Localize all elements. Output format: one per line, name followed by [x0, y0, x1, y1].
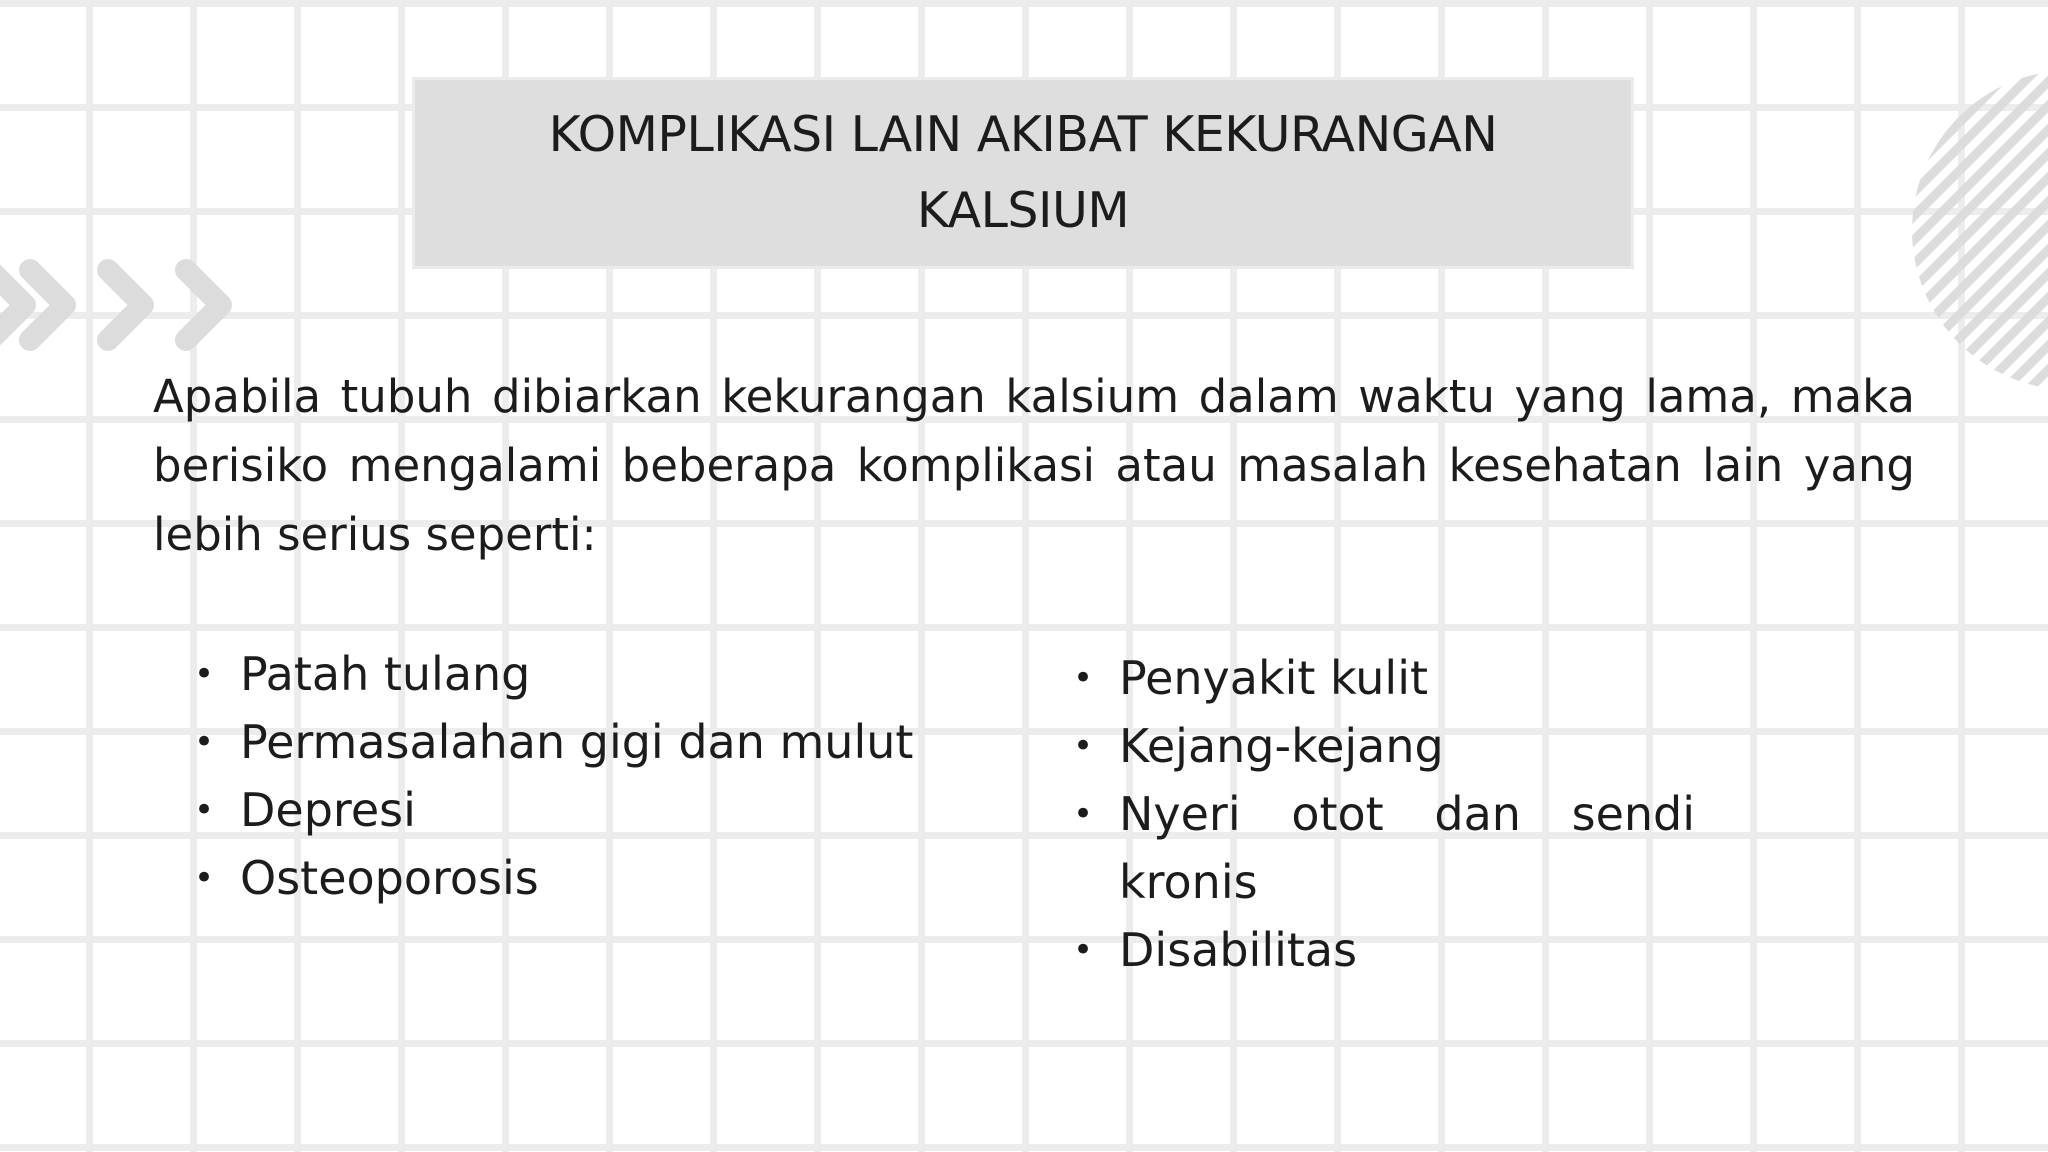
list-item-label: Disabilitas: [1119, 923, 1358, 977]
list-item: [154, 708, 994, 776]
slide-title: KOMPLIKASI LAIN AKIBAT KEKURANGAN KALSIUM: [548, 106, 1498, 239]
bullet-icon: •: [194, 790, 215, 830]
list-item-label: Osteoporosis: [240, 851, 539, 905]
chevron-arrows-decoration: [0, 250, 260, 380]
bullet-icon: •: [194, 654, 215, 694]
list-item-label: Penyakit kulit: [1119, 651, 1429, 705]
chevron-right-icon: [186, 270, 221, 340]
bullet-icon: •: [1073, 794, 1094, 834]
list-item-label: Kejang-kejang: [1119, 719, 1444, 773]
list-item-label: Patah tulang: [240, 647, 531, 701]
list-item: [1033, 712, 1695, 780]
bullet-icon: •: [194, 858, 215, 898]
list-item-label: Nyeri otot dan sendi kronis: [1119, 787, 1695, 909]
list-item: [154, 844, 994, 912]
list-item: [154, 640, 994, 708]
list-item: [1033, 644, 1695, 712]
chevron-right-icon: [0, 270, 25, 340]
intro-paragraph: Apabila tubuh dibiarkan kekurangan kalsium dalam waktu yang lama, maka berisiko mengalami beberapa komplikasi atau masalah kesehatan lain yang lebih serius seperti:: [153, 370, 1915, 561]
chevron-right-icon: [108, 270, 143, 340]
list-item: [154, 776, 994, 844]
list-item: [1033, 780, 1695, 916]
list-item-label: Permasalahan gigi dan mulut: [240, 715, 914, 769]
complications-list-left: [154, 640, 994, 912]
striped-circle-decoration: [1912, 70, 2048, 390]
list-item: [1033, 916, 1695, 984]
list-item-label: Depresi: [240, 783, 416, 837]
slide-title-box: [412, 77, 1634, 269]
complications-list-right: [1033, 644, 1695, 984]
bullet-icon: •: [194, 722, 215, 762]
bullet-icon: •: [1073, 930, 1094, 970]
bullet-icon: •: [1073, 726, 1094, 766]
bullet-icon: •: [1073, 658, 1094, 698]
